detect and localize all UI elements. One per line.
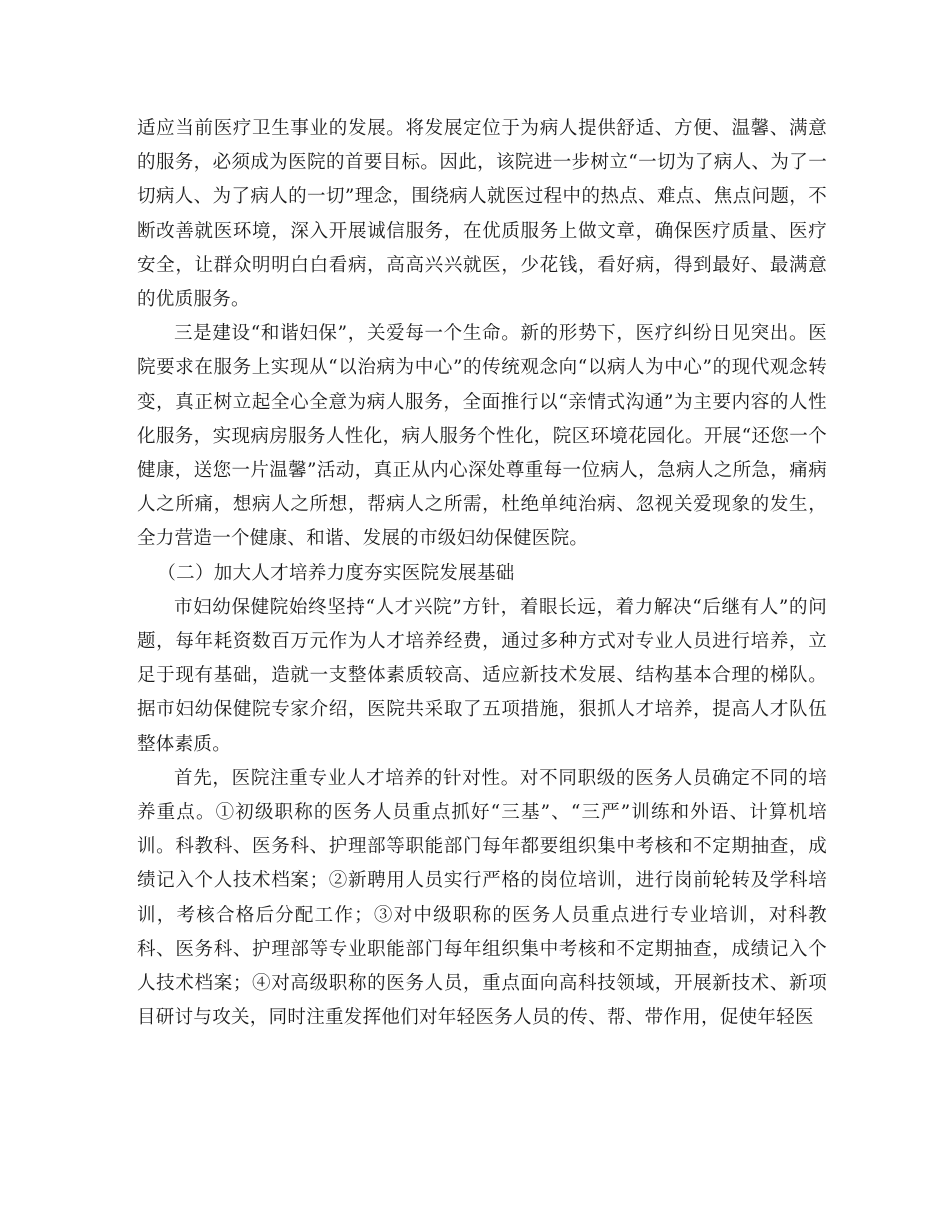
paragraph-continuation: 适应当前医疗卫生事业的发展。将发展定位于为病人提供舒适、方便、温馨、满意的服务，必须成为医院的首要目标。因此，该院进一步树立“一切为了病人、为了一切病人、为了病人的一切”理念，围绕病人就医过程中的热点、难点、焦点问题，不断改善就医环境，深入开展诚信服务，在优质服务上做文章，确保医疗质量、医疗安全，让群众明明白白看病，高高兴兴就医，少花钱，看好病，得到最好、最满意的优质服务。	[137, 118, 827, 311]
paragraph-talent-policy: 市妇幼保健院始终坚持“人才兴院”方针，着眼长远，着力解决“后继有人”的问题，每年耗资数百万元作为人才培养经费，通过多种方式对专业人员进行培养，立足于现有基础，造就一支整体素质较高、适应新技术发展、结构基本合理的梯队。据市妇幼保健院专家介绍，医院共采取了五项措施，狠抓人才培养，提高人才队伍整体素质。	[137, 596, 827, 755]
document-body	[137, 112, 827, 1035]
section-heading: （二）加大人才培养力度夯实医院发展基础	[157, 562, 515, 584]
paragraph-harmonious-care: 三是建设“和谐妇保”，关爱每一个生命。新的形势下，医疗纠纷日见突出。医院要求在服务上实现从“以治病为中心”的传统观念向“以病人为中心”的现代观念转变，真正树立起全心全意为病人服务，全面推行以“亲情式沟通”为主要内容的人性化服务，实现病房服务人性化，病人服务个性化，院区环境花园化。开展“还您一个健康，送您一片温馨”活动，真正从内心深处尊重每一位病人，急病人之所急，痛病人之所痛，想病人之所想，帮病人之所需，杜绝单纯治病、忽视关爱现象的发生，全力营造一个健康、和谐、发展的市级妇幼保健医院。	[137, 323, 827, 550]
paragraph-training-measures: 首先，医院注重专业人才培养的针对性。对不同职级的医务人员确定不同的培养重点。①初级职称的医务人员重点抓好“三基”、“三严”训练和外语、计算机培训。科教科、医务科、护理部等职能部门每年都要组织集中考核和不定期抽查，成绩记入个人技术档案；②新聘用人员实行严格的岗位培训，进行岗前轮转及学科培训，考核合格后分配工作；③对中级职称的医务人员重点进行专业培训，对科教科、医务科、护理部等专业职能部门每年组织集中考核和不定期抽查，成绩记入个人技术档案；④对高级职称的医务人员，重点面向高科技领域，开展新技术、新项目研讨与攻关，同时注重发挥他们对年轻医务人员的传、帮、带作用，促使年轻医	[137, 767, 827, 1029]
